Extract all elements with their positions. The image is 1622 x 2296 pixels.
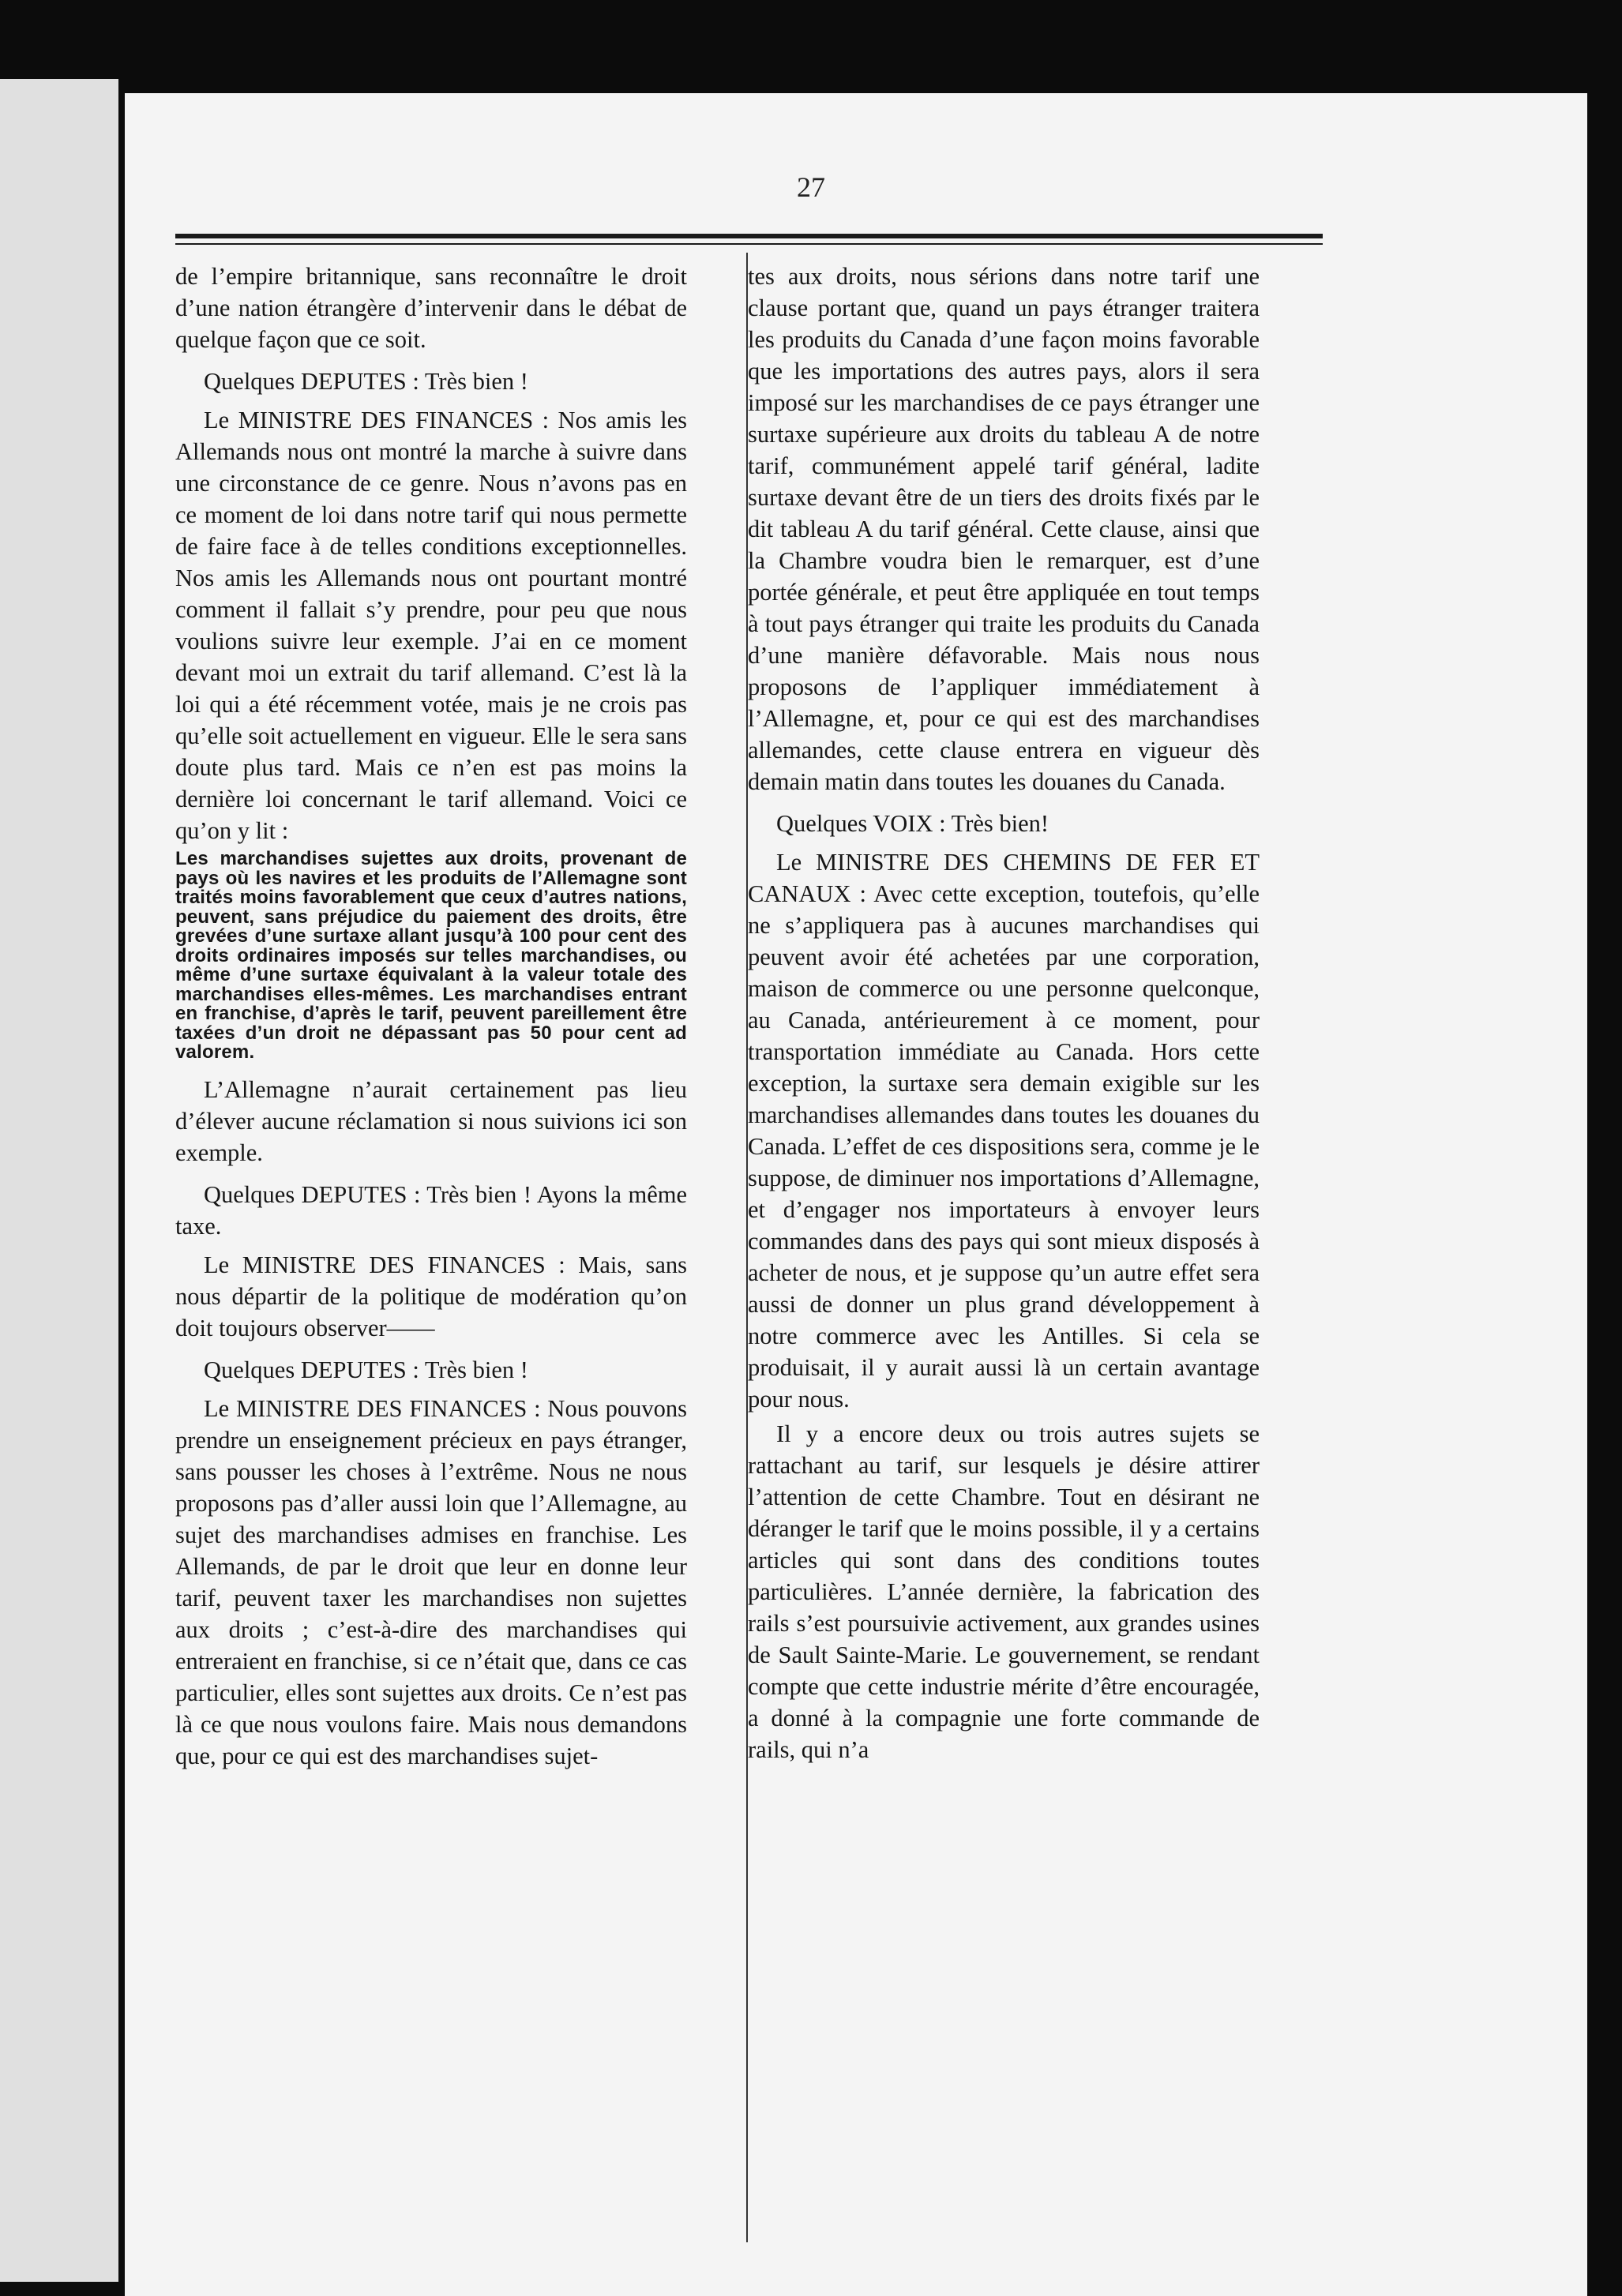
interjection: Quelques DEPUTES : Très bien !	[204, 368, 528, 395]
speech-paragraph: Le MINISTRE DES FINANCES : Mais, sans nous départir de la politique de modération qu’on doit toujours observer——	[175, 1251, 687, 1341]
paragraph: Il y a encore deux ou trois autres sujets se rattachant au tarif, sur lesquels je désire attirer l’attention de cette Chambre. Tout en désirant ne déranger le tarif que le moins possible, il y a certains articles qui sont dans des conditions toutes particulières. L’année dernière, la fabrication des rails s’est poursuivie activement, aux grandes usines de Sault Sainte-Marie. Le gouvernement, se rendant compte que cette industrie mérite d’être encouragée, a donné à la compagnie une forte commande de rails, qui n’a	[748, 1420, 1260, 1763]
interjection: Quelques DEPUTES : Très bien !	[204, 1356, 528, 1383]
paragraph: tes aux droits, nous sérions dans notre tarif une clause portant que, quand un pays étranger traitera les produits du Canada d’une façon moins favorable que les importations des autres pays, alors il sera imposé sur les marchandises de ce pays étranger une surtaxe supérieure aux droits du tableau A de notre tarif, communément appelé tarif général, ladite surtaxe devant être de un tiers des droits fixés par le dit tableau A du tarif général. Cette clause, ainsi que la Chambre voudra bien le remarquer, est d’une portée générale, et peut être appliquée en tout temps à tout pays étranger qui traite les produits du Canada d’une manière défavorable. Mais nous nous proposons de l’appliquer immédiatement à l’Allemagne, et, pour ce qui est des marchandises allemandes, cette clause entrera en vigueur dès demain matin dans toutes les douanes du Canada.	[748, 263, 1260, 795]
paragraph: de l’empire britannique, sans reconnaître le droit d’une nation étrangère d’intervenir dans le débat de quelque façon que ce soit.	[175, 263, 687, 353]
quoted-tariff-text: Les marchandises sujettes aux droits, provenant de pays où les navires et les produits de l’Allemagne sont traités moins favorablement que ceux d’autres nations, peuvent, sans préjudice du paiement des droits, être grevées d’une surtaxe allant jusqu’à 100 pour cent des droits ordinaires imposés sur telles marchandises, ou même d’une surtaxe équivalant à la valeur totale des marchandises elles-mêmes. Les marchandises entrant en franchise, d’après le tarif, peuvent pareillement être taxées d’un droit ne dépassant pas 50 pour cent ad valorem.	[175, 848, 687, 1063]
left-column	[175, 261, 687, 1772]
speech-paragraph: Le MINISTRE DES CHEMINS DE FER ET CANAUX : Avec cette exception, toutefois, qu’elle ne s’appliquera pas à aucunes marchandises qui peuvent avoir été achetées par une corporation, maison de commerce ou une personne quelconque, au Canada, antérieurement à ce moment, pour transportation immédiate au Canada. Hors cette exception, la surtaxe sera demain exigible sur les marchandises allemandes dans toutes les douanes du Canada. L’effet de ces dispositions sera, comme je le suppose, de diminuer nos importations d’Allemagne, et d’engager nos importateurs à envoyer leurs commandes dans des pays qui sont mieux disposés à acheter de nous, et je suppose qu’un autre effet sera aussi de donner un plus grand développement à notre commerce avec les Antilles. Si cela se produisait, il y aurait aussi là un certain avantage pour nous.	[748, 849, 1260, 1412]
interjection: Quelques VOIX : Très bien!	[776, 810, 1049, 837]
facing-page-edge	[0, 79, 118, 2282]
page-number: 27	[797, 171, 825, 203]
right-column	[748, 261, 1260, 1765]
paragraph: L’Allemagne n’aurait certainement pas lieu d’élever aucune réclamation si nous suivions ici son exemple.	[175, 1075, 687, 1166]
header-rule-thin	[175, 243, 1323, 245]
speech-paragraph: Le MINISTRE DES FINANCES : Nous pouvons prendre un enseignement précieux en pays étranger, sans pousser les choses à l’extrême. Nous ne nous proposons pas d’aller aussi loin que l’Allemagne, au sujet des marchandises admises en franchise. Les Allemands, de par le droit que leur en donne leur tarif, peuvent taxer les marchandises non sujettes aux droits ; c’est-à-dire des marchandises qui entreraient en franchise, si ce n’était que, dans ce cas particulier, elles sont sujettes aux droits. Ce n’est pas là ce que nous voulons faire. Mais nous demandons que, pour ce qui est des marchandises sujet-	[175, 1394, 687, 1769]
header-rule-thick	[175, 234, 1323, 238]
interjection: Quelques DEPUTES : Très bien ! Ayons la même taxe.	[175, 1180, 687, 1240]
speech-paragraph: Le MINISTRE DES FINANCES : Nos amis les Allemands nous ont montré la marche à suivre dans une circonstance de ce genre. Nous n’avons pas en ce moment de loi dans notre tarif qui nous permette de faire face à de telles conditions exceptionnelles. Nos amis les Allemands nous ont pourtant montré comment il fallait s’y prendre, pour peu que nous voulions suivre leur exemple. J’ai en ce moment devant moi un extrait du tarif allemand. C’est là la loi qui a été récemment votée, mais je ne crois pas qu’elle soit actuellement en vigueur. Elle le sera sans doute plus tard. Mais ce n’en est pas moins la dernière loi concernant le tarif allemand. Voici ce qu’on y lit :	[175, 407, 687, 844]
